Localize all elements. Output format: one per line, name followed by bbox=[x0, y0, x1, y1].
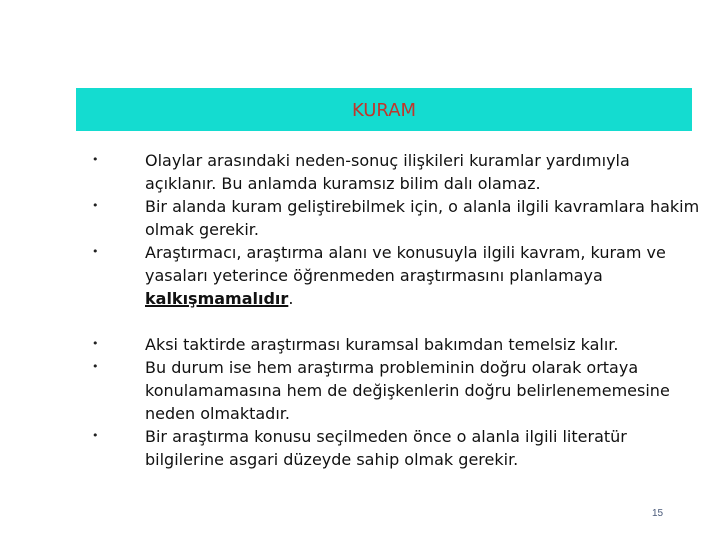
emphasized-word: kalkışmamalıdır bbox=[145, 289, 289, 308]
list-item: Olaylar arasındaki neden-sonuç ilişkileri kuramlar yardımıyla açıklanır. Bu anlamda kuramsız bilim dalı olamaz. bbox=[145, 151, 630, 193]
bullet-icon: • bbox=[92, 360, 99, 373]
list-item: Aksi taktirde araştırması kuramsal bakımdan temelsiz kalır. bbox=[145, 335, 619, 354]
list-item: Bir araştırma konusu seçilmeden önce o alanla ilgili literatür bilgilerine asgari düzeyde sahip olmak gerekir. bbox=[145, 427, 627, 469]
bullet-icon: • bbox=[92, 153, 99, 166]
bullet-icon: • bbox=[92, 245, 99, 258]
slide-title: KURAM bbox=[351, 100, 417, 121]
bullet-icon: • bbox=[92, 337, 99, 350]
bullet-icon: • bbox=[92, 199, 99, 212]
page-number: 15 bbox=[652, 508, 664, 519]
list-item bbox=[145, 241, 705, 310]
bullet-icon: • bbox=[92, 429, 99, 442]
title-bar bbox=[76, 88, 692, 131]
list-item: Bu durum ise hem araştırma probleminin doğru olarak ortaya konulamamasına hem de değişkenlerin doğru belirlenememesine neden olmaktadır. bbox=[145, 358, 670, 423]
list-item: Bir alanda kuram geliştirebilmek için, o alanla ilgili kavramlara hakim olmak gerekir. bbox=[145, 197, 700, 239]
list-item-text: Araştırmacı, araştırma alanı ve konusuyla ilgili kavram, kuram ve yasaları yeterince öğrenmeden araştırmasını planlamaya bbox=[145, 243, 666, 285]
list-item-text: . bbox=[288, 289, 294, 308]
